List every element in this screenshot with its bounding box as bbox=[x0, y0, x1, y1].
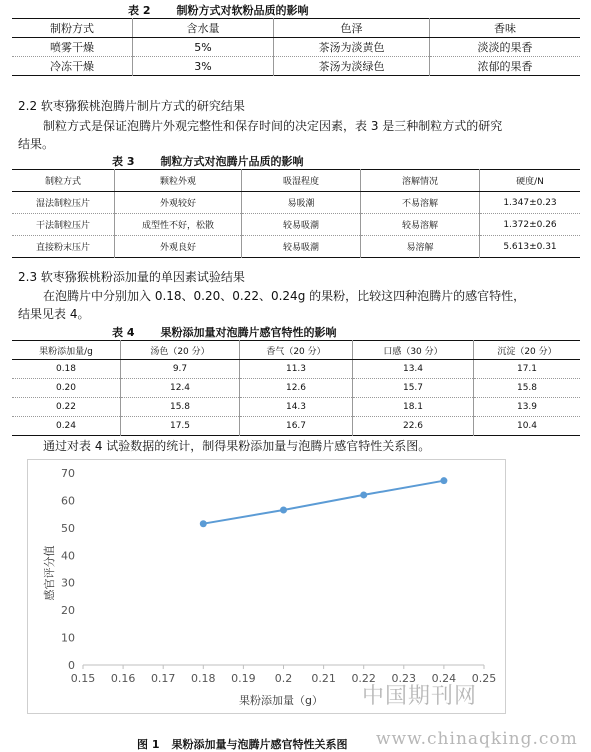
table-cell: 15.8 bbox=[121, 398, 240, 417]
table-cell: 16.7 bbox=[240, 417, 353, 436]
y-tick-label: 70 bbox=[61, 467, 75, 480]
table-cell: 13.4 bbox=[353, 360, 474, 379]
table-cell: 较易吸潮 bbox=[242, 214, 361, 236]
table-cell: 成型性不好，松散 bbox=[115, 214, 242, 236]
table-cell: 0.24 bbox=[55, 421, 77, 431]
table-cell: 5% bbox=[133, 38, 274, 57]
table4-caption-no: 表 4 bbox=[112, 326, 135, 339]
table-cell: 18.1 bbox=[353, 398, 474, 417]
table3-caption-no: 表 3 bbox=[112, 155, 135, 168]
paragraph-2-2-line2: 结果。 bbox=[18, 137, 55, 151]
table-header-cell: 硬度/N bbox=[480, 170, 581, 192]
table-cell: 茶汤为淡黄色 bbox=[274, 38, 430, 57]
table-cell: 较易溶解 bbox=[361, 214, 480, 236]
table-header-cell: 汤色（20 分） bbox=[121, 341, 240, 360]
table-header-cell: 含水量 bbox=[133, 19, 274, 38]
table-cell: 茶汤为淡绿色 bbox=[274, 57, 430, 76]
table-cell: 15.7 bbox=[353, 379, 474, 398]
table4-caption-title: 果粉添加量对泡腾片感官特性的影响 bbox=[160, 326, 337, 339]
table-cell: 13.9 bbox=[474, 398, 581, 417]
table-cell: 易溶解 bbox=[361, 236, 480, 258]
data-point bbox=[440, 477, 447, 484]
y-tick-label: 20 bbox=[61, 604, 75, 618]
y-tick-label: 50 bbox=[61, 521, 75, 535]
table-cell: 0.20 bbox=[12, 379, 121, 398]
table-cell: 淡淡的果香 bbox=[430, 38, 581, 57]
table-header-cell: 香气（20 分） bbox=[240, 341, 353, 360]
table-cell: 14.3 bbox=[240, 398, 353, 417]
table3-caption-title: 制粒方式对泡腾片品质的影响 bbox=[160, 155, 304, 168]
x-tick-label: 0.18 bbox=[191, 672, 216, 685]
table-cell: 1.372±0.26 bbox=[480, 214, 581, 236]
chart-series bbox=[200, 477, 448, 527]
x-axis-label: 果粉添加量（g） bbox=[239, 694, 323, 707]
table-cell: 外观较好 bbox=[115, 192, 242, 214]
x-tick-label: 0.25 bbox=[471, 672, 497, 685]
y-axis-label: 感官评分值 bbox=[43, 545, 56, 601]
table-cell: 直接粉末压片 bbox=[35, 243, 90, 253]
series-line bbox=[203, 481, 444, 524]
table-cell: 12.6 bbox=[240, 379, 353, 398]
watermark-url: www.chinaqking.com bbox=[376, 729, 578, 749]
table-cell: 冷冻干燥 bbox=[50, 60, 94, 73]
y-tick-label: 40 bbox=[61, 549, 75, 563]
table-cell: 17.1 bbox=[474, 360, 581, 379]
x-tick-label: 0.17 bbox=[150, 672, 176, 685]
table-cell: 喷雾干燥 bbox=[12, 38, 133, 57]
table-header-cell: 吸湿程度 bbox=[242, 170, 361, 192]
x-tick-label: 0.16 bbox=[110, 672, 136, 685]
table-header-cell: 制粒方式 bbox=[12, 170, 115, 192]
table-header-cell: 口感（30 分） bbox=[353, 341, 474, 360]
table-cell: 1.347±0.23 bbox=[480, 192, 581, 214]
table-header-cell: 溶解情况 bbox=[361, 170, 480, 192]
x-tick-label: 0.15 bbox=[70, 672, 96, 685]
table-cell: 湿法制粒压片 bbox=[12, 192, 115, 214]
table-cell: 0.18 bbox=[12, 360, 121, 379]
table-cell: 11.3 bbox=[240, 360, 353, 379]
section-heading-2-2: 2.2 软枣猕猴桃泡腾片制片方式的研究结果 bbox=[18, 99, 245, 113]
x-tick-label: 0.22 bbox=[351, 672, 376, 685]
x-tick-label: 0.24 bbox=[431, 672, 457, 685]
x-tick-label: 0.2 bbox=[274, 672, 293, 685]
table-header-cell: 果粉添加量/g bbox=[12, 341, 121, 360]
section-heading-2-3: 2.3 软枣猕猴桃粉添加量的单因素试验结果 bbox=[18, 270, 245, 284]
figure-caption-title: 果粉添加量与泡腾片感官特性关系图 bbox=[171, 738, 348, 751]
table-cell: 浓郁的果香 bbox=[430, 57, 581, 76]
data-point bbox=[200, 520, 207, 527]
watermark-cn: 中国期刊网 bbox=[362, 684, 478, 709]
paragraph-2-2-line1: 制粒方式是保证泡腾片外观完整性和保存时间的决定因素，表 3 是三种制粒方式的研究 bbox=[43, 119, 503, 133]
table-cell: 干法制粒压片 bbox=[12, 214, 115, 236]
y-tick-label: 60 bbox=[61, 494, 75, 508]
table-cell: 不易溶解 bbox=[361, 192, 480, 214]
y-tick-label: 30 bbox=[61, 576, 75, 590]
table-cell: 15.8 bbox=[474, 379, 581, 398]
paragraph-2-3-line1: 在泡腾片中分别加入 0.18、0.20、0.22、0.24g 的果粉，比较这四种泡腾片的感官特性， bbox=[43, 289, 526, 303]
table-cell: 0.22 bbox=[12, 398, 121, 417]
table-cell: 较易吸潮 bbox=[242, 236, 361, 258]
paragraph-after-table4: 通过对表 4 试验数据的统计，制得果粉添加量与泡腾片感官特性关系图。 bbox=[43, 439, 431, 453]
table-cell: 22.6 bbox=[353, 417, 474, 436]
data-point bbox=[360, 491, 367, 498]
table-cell: 9.7 bbox=[121, 360, 240, 379]
figure-caption bbox=[137, 736, 373, 752]
table-cell: 易吸潮 bbox=[242, 192, 361, 214]
chart-ticks bbox=[61, 467, 496, 685]
y-tick-label: 10 bbox=[61, 631, 75, 645]
x-tick-label: 0.21 bbox=[311, 672, 336, 685]
table-header-cell: 香味 bbox=[430, 19, 581, 38]
table-cell: 10.4 bbox=[474, 417, 581, 436]
table-cell: 外观良好 bbox=[115, 236, 242, 258]
table2-caption-title: 制粉方式对软粉品质的影响 bbox=[176, 4, 309, 17]
table-cell: 12.4 bbox=[121, 379, 240, 398]
x-tick-label: 0.19 bbox=[231, 672, 256, 685]
table-cell: 3% bbox=[133, 57, 274, 76]
data-point bbox=[280, 507, 287, 514]
figure-caption-no: 图 1 bbox=[137, 738, 160, 751]
paragraph-2-3-line2: 结果见表 4。 bbox=[18, 307, 90, 321]
table-cell: 5.613±0.31 bbox=[480, 236, 581, 258]
y-tick-label: 0 bbox=[68, 659, 75, 672]
table-header-cell: 颗粒外观 bbox=[115, 170, 242, 192]
table-header-cell: 色泽 bbox=[274, 19, 430, 38]
table-cell: 17.5 bbox=[121, 417, 240, 436]
table-header-cell: 沉淀（20 分） bbox=[474, 341, 581, 360]
table-header-cell: 制粉方式 bbox=[12, 19, 133, 38]
table2-caption-no: 表 2 bbox=[128, 4, 151, 17]
x-tick-label: 0.23 bbox=[391, 672, 417, 685]
